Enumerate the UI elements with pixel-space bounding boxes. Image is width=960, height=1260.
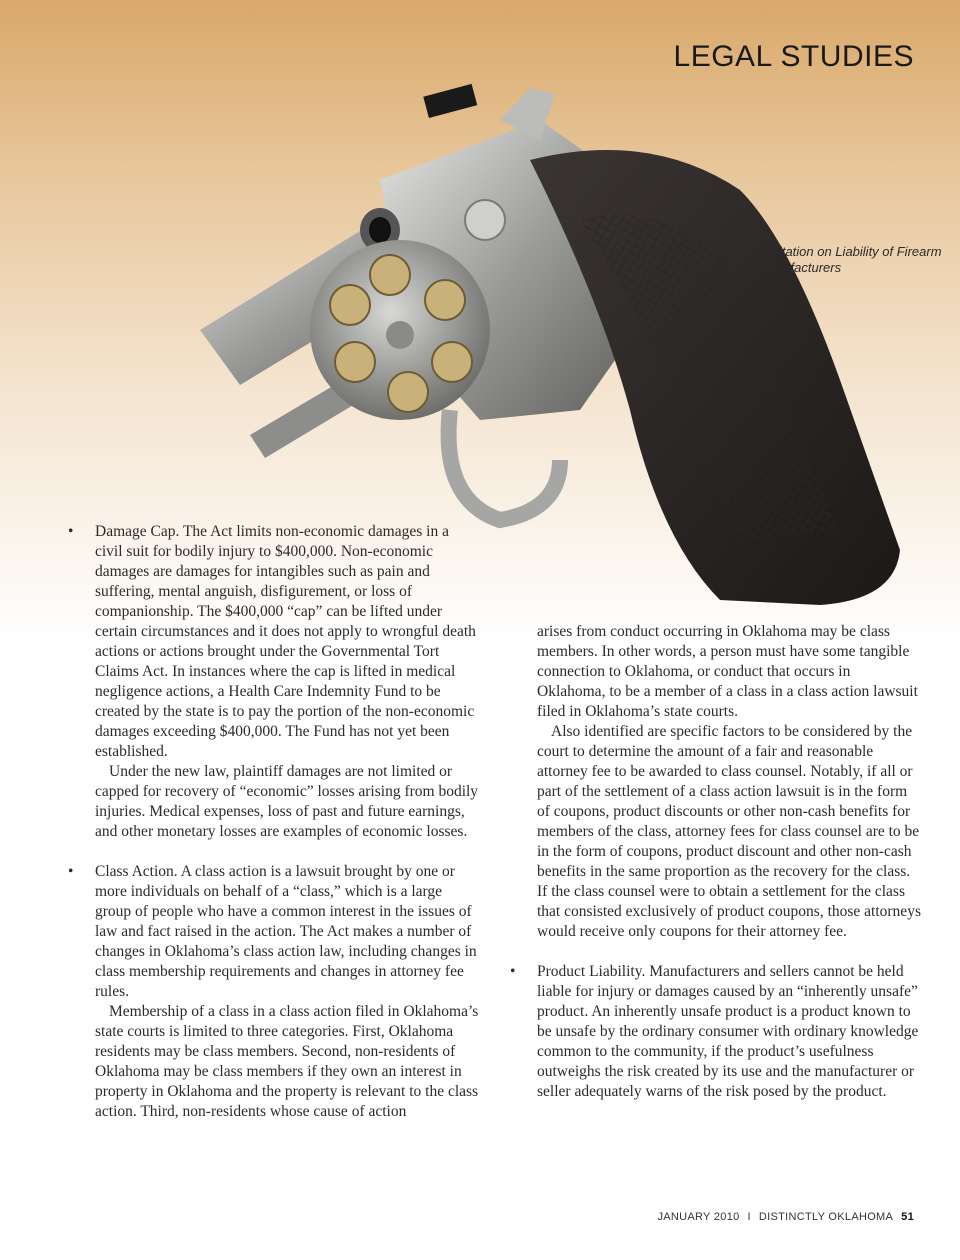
class-membership-text: Membership of a class in a class action filed in Oklahoma’s state courts is limited to three categories. First, Oklahoma residents may be class members. Second, non-residents of Oklahoma may be class members if they own an interest in property in Oklahoma and the property is relevant to the class action. Third, non-residents whose cause of action [95,1003,479,1120]
product-liability-section [502,962,922,1102]
footer-publication: DISTINCTLY OKLAHOMA [758,1211,894,1223]
bullet-icon: • [68,863,74,880]
product-liability-text: Product Liability. Manufacturers and sellers cannot be held liable for injury or damages caused by an “inherently unsafe” product. An inherently unsafe product is a product known to be unsafe by the ordinary consumer with ordinary knowledge common to the community, if the product’s usefulness outweighs the risk created by its use and the manufacturer or seller adequately warns of the risk posed by the product. [537,963,919,1100]
attorney-fee-text: Also identified are specific factors to be considered by the court to determine the amount of a fair and reasonable attorney fee to be awarded to class counsel. Notably, if all or part of the settlement of a class action lawsuit is in the form of coupons, product discounts or other non-cash benefits for members of the class, attorney fees for class counsel are to be in the form of coupons, product discount and other non-cash benefits in the same proportion as the recovery for the class. If the class counsel were to obtain a settlement for the class that consisted exclusively of product coupons, those attorneys would receive only coupons for their attorney fee. [537,723,921,940]
bullet-icon: • [510,963,516,980]
section-title: LEGAL STUDIES [673,40,914,73]
damage-cap-section [60,522,480,842]
right-column [502,622,922,1102]
footer-issue: JANUARY 2010 [657,1211,740,1223]
class-action-continuation [502,622,922,942]
class-action-text: Class Action. A class action is a lawsuit brought by one or more individuals on behalf of a “class,” which is a large group of people who have a common interest in the issues of law and fact raised in the action. The Act makes a number of changes in Oklahoma’s class action law, including changes in class membership requirements and changes in attorney fee rules. [95,863,477,1000]
footer-separator: I [747,1211,751,1223]
page-footer [657,1211,914,1223]
class-action-section [60,862,480,1122]
photo-caption: Limitation on Liability of Firearm Manufacturers [758,244,942,275]
page-number: 51 [901,1211,914,1223]
damage-cap-text: Damage Cap. The Act limits non-economic damages in a civil suit for bodily injury to $400,000. Non-economic damages are damages for intangibles such as pain and suffering, mental anguish, disfigurement, or loss of companionship. The $400,000 “cap” can be lifted under certain circumstances and it does not apply to wrongful death actions or actions brought under the Governmental Tort Claims Act. In instances where the cap is lifted in medical negligence actions, a Health Care Indemnity Fund to be created by the state is to pay the portion of the non-economic damages exceeding $400,000. The Fund has not yet been established. [95,523,476,760]
bullet-icon: • [68,523,74,540]
class-action-continued-text: arises from conduct occurring in Oklahoma may be class members. In other words, a person must have some tangible connection to Oklahoma, or conduct that occurs in Oklahoma, to be a member of a class in a class action lawsuit filed in Oklahoma’s state courts. [537,623,918,720]
left-column [60,522,480,1122]
economic-losses-text: Under the new law, plaintiff damages are not limited or capped for recovery of “economic” losses arising from bodily injuries. Medical expenses, loss of past and future earnings, and other monetary losses are examples of economic losses. [95,763,479,840]
